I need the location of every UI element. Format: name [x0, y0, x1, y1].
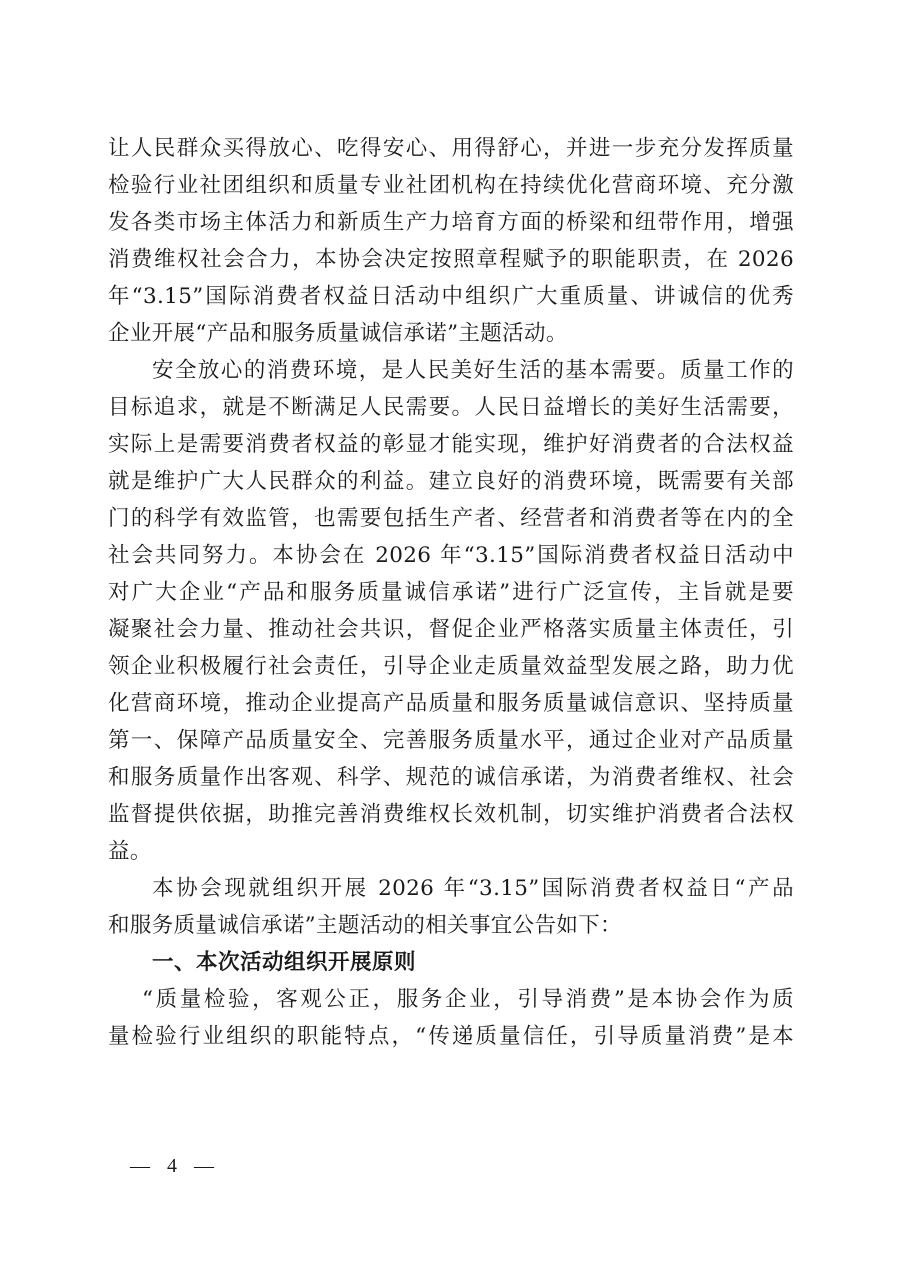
- text-line: 消费维权社会合力，本协会决定按照章程赋予的职能职责，在 2026: [108, 247, 794, 272]
- text-line: 实际上是需要消费者权益的彰显才能实现，维护好消费者的合法权益: [108, 432, 794, 457]
- paragraph-1: [108, 130, 794, 352]
- page-number: — 4 —: [130, 1155, 220, 1177]
- text-line: “质量检验，客观公正，服务企业，引导消费”是本协会作为质: [142, 987, 794, 1012]
- section-heading: 一、本次活动组织开展原则: [152, 950, 417, 975]
- text-line: 年“3.15”国际消费者权益日活动中组织广大重质量、讲诚信的优秀: [108, 284, 794, 309]
- text-line: 本协会现就组织开展 2026 年“3.15”国际消费者权益日“产品: [152, 876, 794, 901]
- text-line: 让人民群众买得放心、吃得安心、用得舒心，并进一步充分发挥质量: [108, 136, 794, 161]
- text-line: 安全放心的消费环境，是人民美好生活的基本需要。质量工作的: [152, 358, 794, 383]
- text-line: 门的科学有效监管，也需要包括生产者、经营者和消费者等在内的全: [108, 506, 794, 531]
- paragraph-3: [108, 870, 794, 944]
- section-paragraph: [108, 981, 794, 1055]
- paragraph-2: [108, 352, 794, 870]
- text-line: 和服务质量作出客观、科学、规范的诚信承诺，为消费者维权、社会: [108, 765, 794, 790]
- text-line: 企业开展“产品和服务质量诚信承诺”主题活动。: [108, 321, 568, 346]
- text-line: 检验行业社团组织和质量专业社团机构在持续优化营商环境、充分激: [108, 173, 794, 198]
- text-line: 凝聚社会力量、推动社会共识，督促企业严格落实质量主体责任，引: [108, 617, 794, 642]
- text-line: 益。: [108, 839, 152, 864]
- text-line: 监督提供依据，助推完善消费维权长效机制，切实维护消费者合法权: [108, 802, 794, 827]
- text-line: 量检验行业组织的职能特点，“传递质量信任，引导质量消费”是本: [108, 1024, 794, 1049]
- text-line: 领企业积极履行社会责任，引导企业走质量效益型发展之路，助力优: [108, 654, 794, 679]
- text-line: 化营商环境，推动企业提高产品质量和服务质量诚信意识、坚持质量: [108, 691, 794, 716]
- document-page: [108, 130, 794, 1055]
- text-line: 和服务质量诚信承诺”主题活动的相关事宜公告如下：: [108, 913, 622, 938]
- text-line: 对广大企业“产品和服务质量诚信承诺”进行广泛宣传，主旨就是要: [108, 580, 794, 605]
- text-line: 就是维护广大人民群众的利益。建立良好的消费环境，既需要有关部: [108, 469, 794, 494]
- text-line: 目标追求，就是不断满足人民需要。人民日益增长的美好生活需要，: [108, 395, 794, 420]
- text-line: 第一、保障产品质量安全、完善服务质量水平，通过企业对产品质量: [108, 728, 794, 753]
- text-line: 发各类市场主体活力和新质生产力培育方面的桥梁和纽带作用，增强: [108, 210, 794, 235]
- text-line: 社会共同努力。本协会在 2026 年“3.15”国际消费者权益日活动中: [108, 543, 794, 568]
